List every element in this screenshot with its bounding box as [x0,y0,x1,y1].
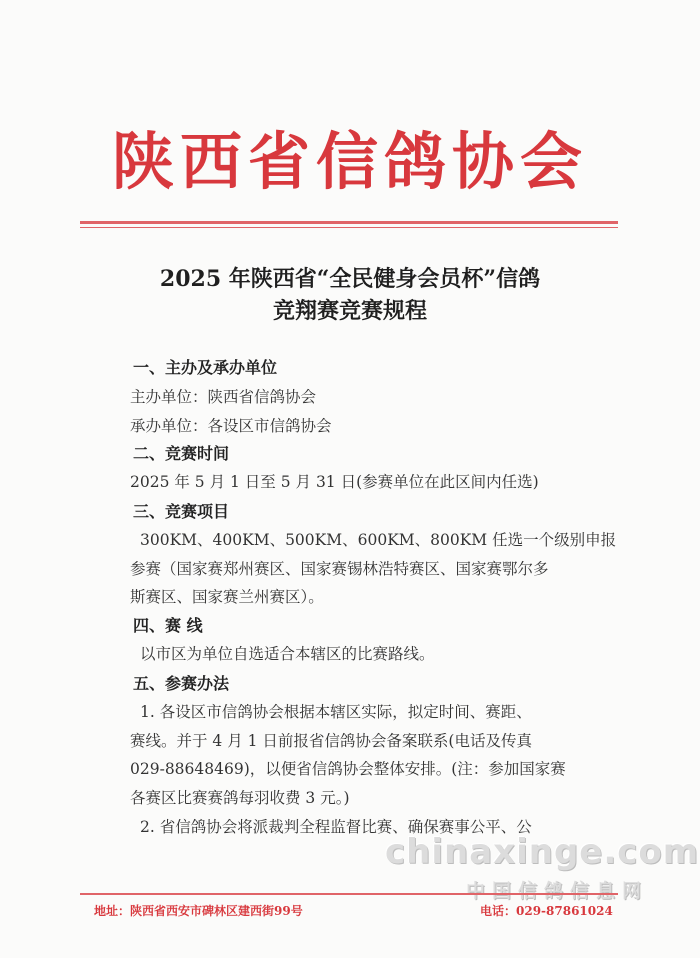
text-line: 029-88648469)，以便省信鸽协会整体安排。(注：参加国家赛 [130,760,566,778]
text-line: 以市区为单位自选适合本辖区的比赛路线。 [140,645,435,663]
text-line: 赛线。并于 4 月 1 日前报省信鸽协会备案联系(电话及传真 [130,732,532,750]
document-title-line2: 竞翔赛竞赛规程 [272,298,427,324]
footer-rule [80,893,618,895]
text-line: 主办单位：陕西省信鸽协会 [130,388,317,406]
section-heading-participation: 五、参赛办法 [133,674,230,693]
text-line: 2025 年 5 月 1 日至 5 月 31 日(参赛单位在此区间内任选) [130,473,539,491]
watermark-domain: chinaxinge.com [385,832,700,872]
section-heading-route: 四、赛 线 [133,616,203,635]
section-heading-events: 三、竞赛项目 [133,502,230,521]
text-line: 2. 省信鸽协会将派裁判全程监督比赛、确保赛事公平、公 [140,818,532,836]
watermark-site-name: 中国信鸽信息网 [466,880,649,902]
letterhead-rule-thin [80,227,618,228]
text-line: 参赛（国家赛郑州赛区、国家赛锡林浩特赛区、国家赛鄂尔多 [130,560,549,578]
footer-phone: 电话：029-87861024 [480,904,613,918]
org-letterhead-title: 陕西省信鸽协会 [111,125,588,198]
text-line: 斯赛区、国家赛兰州赛区）。 [130,588,324,606]
section-heading-time: 二、竞赛时间 [133,444,230,463]
footer-address: 地址：陕西省西安市碑林区建西街99号 [94,904,303,918]
text-line: 1. 各设区市信鸽协会根据本辖区实际，拟定时间、赛距、 [140,703,532,721]
document-title-line1: 2025 年陕西省“全民健身会员杯”信鸽 [159,266,541,292]
letterhead-rule-thick [80,221,618,224]
section-heading-organizers: 一、主办及承办单位 [133,358,278,377]
text-line: 300KM、400KM、500KM、600KM、800KM 任选一个级别申报 [140,531,617,549]
text-line: 各赛区比赛赛鸽每羽收费 3 元。) [130,789,350,807]
text-line: 承办单位：各设区市信鸽协会 [130,417,332,435]
